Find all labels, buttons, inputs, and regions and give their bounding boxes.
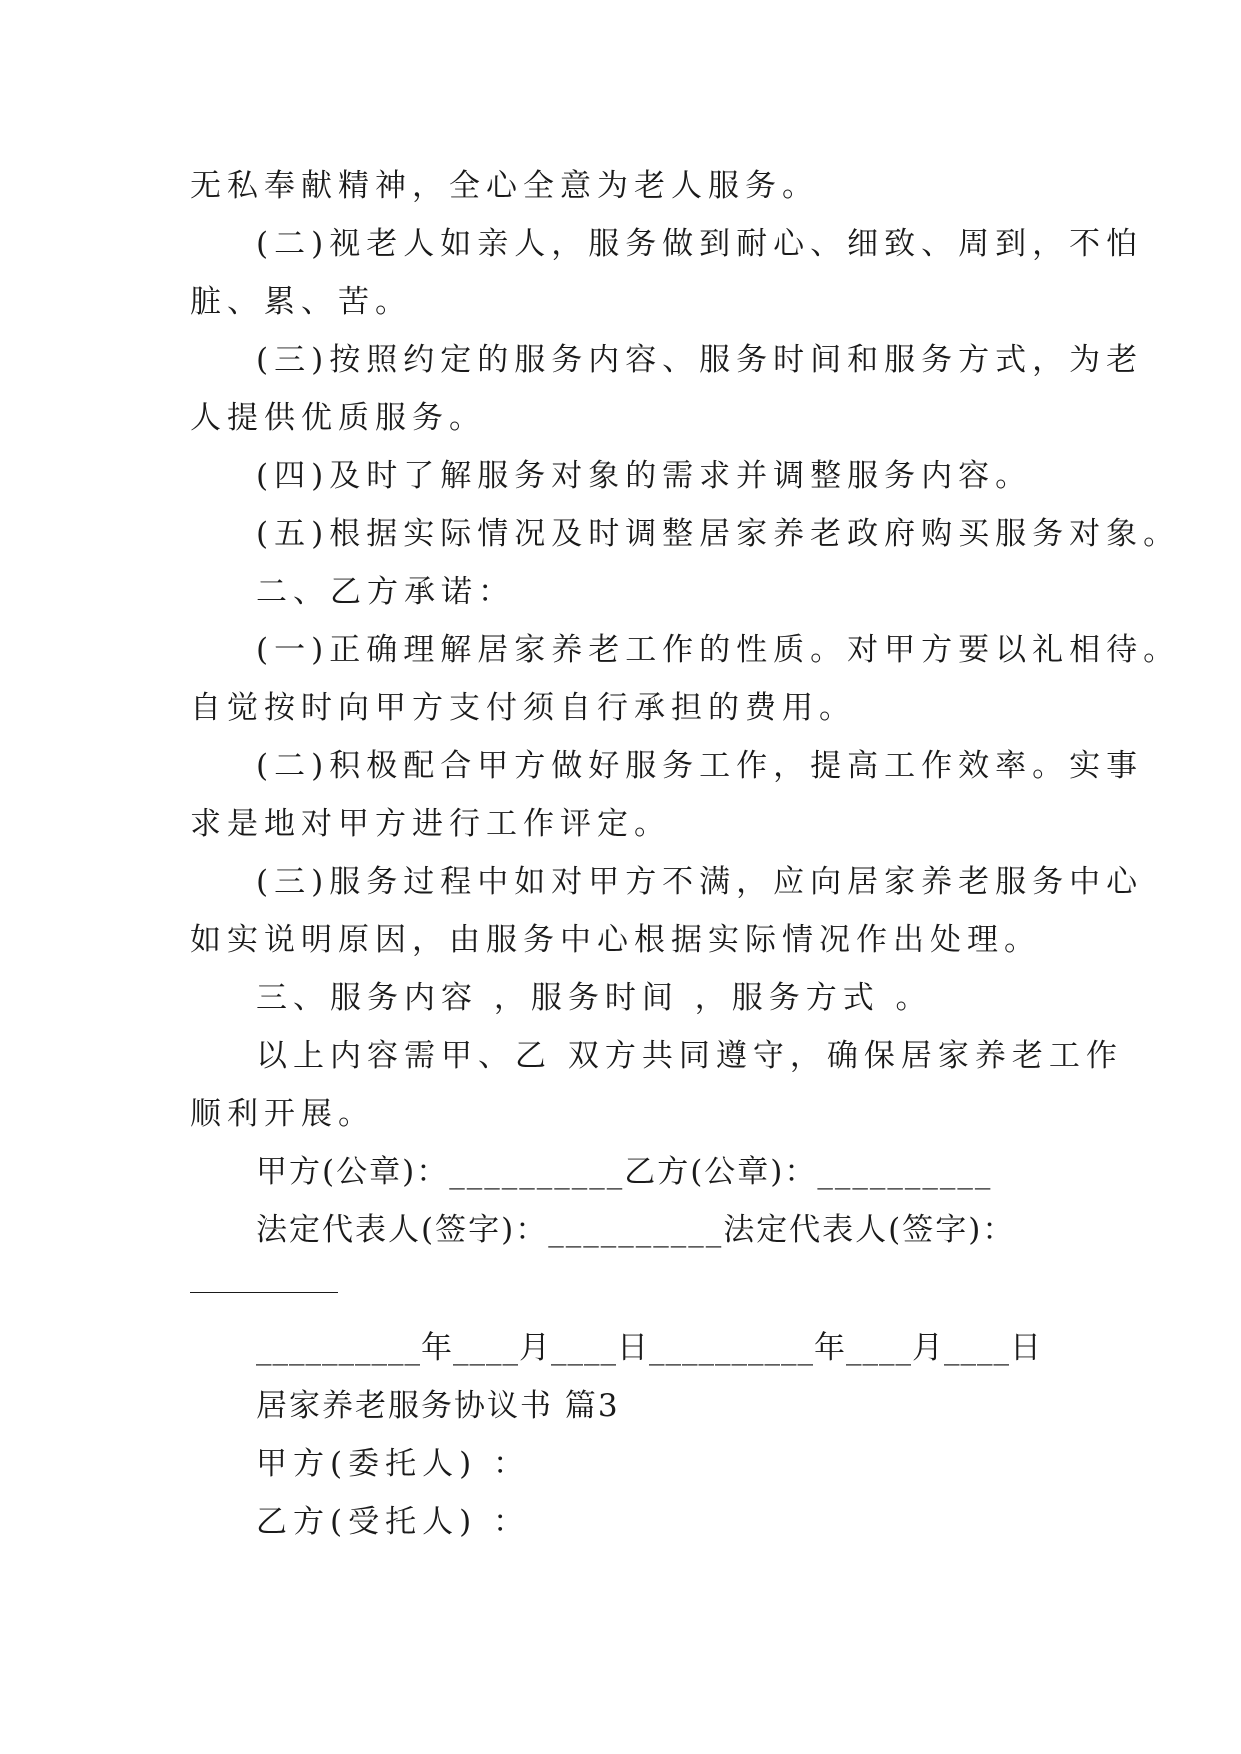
paragraph-line: (三)按照约定的服务内容、服务时间和服务方式，为老 (256, 342, 1144, 378)
paragraph-line: (二)积极配合甲方做好服务工作，提高工作效率。实事 (256, 748, 1144, 784)
date-line: __________年____月____日__________年____月____日 (256, 1330, 1042, 1366)
paragraph-line: (三)服务过程中如对甲方不满，应向居家养老服务中心 (256, 864, 1144, 900)
signature-line: 法定代表人(签字)：__________法定代表人(签字)： (256, 1212, 1016, 1248)
seal-line: 甲方(公章)：__________乙方(公章)：__________ (256, 1154, 993, 1190)
paragraph-line: 如实说明原因，由服务中心根据实际情况作出处理。 (190, 922, 1041, 958)
paragraph-line: 无私奉献精神，全心全意为老人服务。 (190, 168, 819, 204)
paragraph-line: 顺利开展。 (190, 1096, 375, 1132)
agreement-title: 居家养老服务协议书 篇3 (256, 1388, 620, 1424)
signature-blank (190, 1292, 338, 1293)
party-a-line: 甲方(委托人) ： (256, 1446, 531, 1482)
paragraph-line: (四)及时了解服务对象的需求并调整服务内容。 (256, 458, 1033, 494)
paragraph-line: 脏、累、苦。 (190, 284, 412, 320)
paragraph-line: (一)正确理解居家养老工作的性质。对甲方要以礼相待。 (256, 632, 1181, 668)
paragraph-line: 求是地对甲方进行工作评定。 (190, 806, 671, 842)
party-b-line: 乙方(受托人) ： (256, 1504, 531, 1540)
section-heading: 二、乙方承诺： (256, 574, 515, 610)
paragraph-line: 自觉按时向甲方支付须自行承担的费用。 (190, 690, 856, 726)
paragraph-line: 三、服务内容 ，服务时间 ，服务方式 。 (256, 980, 933, 1016)
paragraph-line: 以上内容需甲、乙 双方共同遵守，确保居家养老工作 (256, 1038, 1123, 1074)
paragraph-line: (五)根据实际情况及时调整居家养老政府购买服务对象。 (256, 516, 1181, 552)
paragraph-line: 人提供优质服务。 (190, 400, 486, 436)
paragraph-line: (二)视老人如亲人，服务做到耐心、细致、周到，不怕 (256, 226, 1144, 262)
